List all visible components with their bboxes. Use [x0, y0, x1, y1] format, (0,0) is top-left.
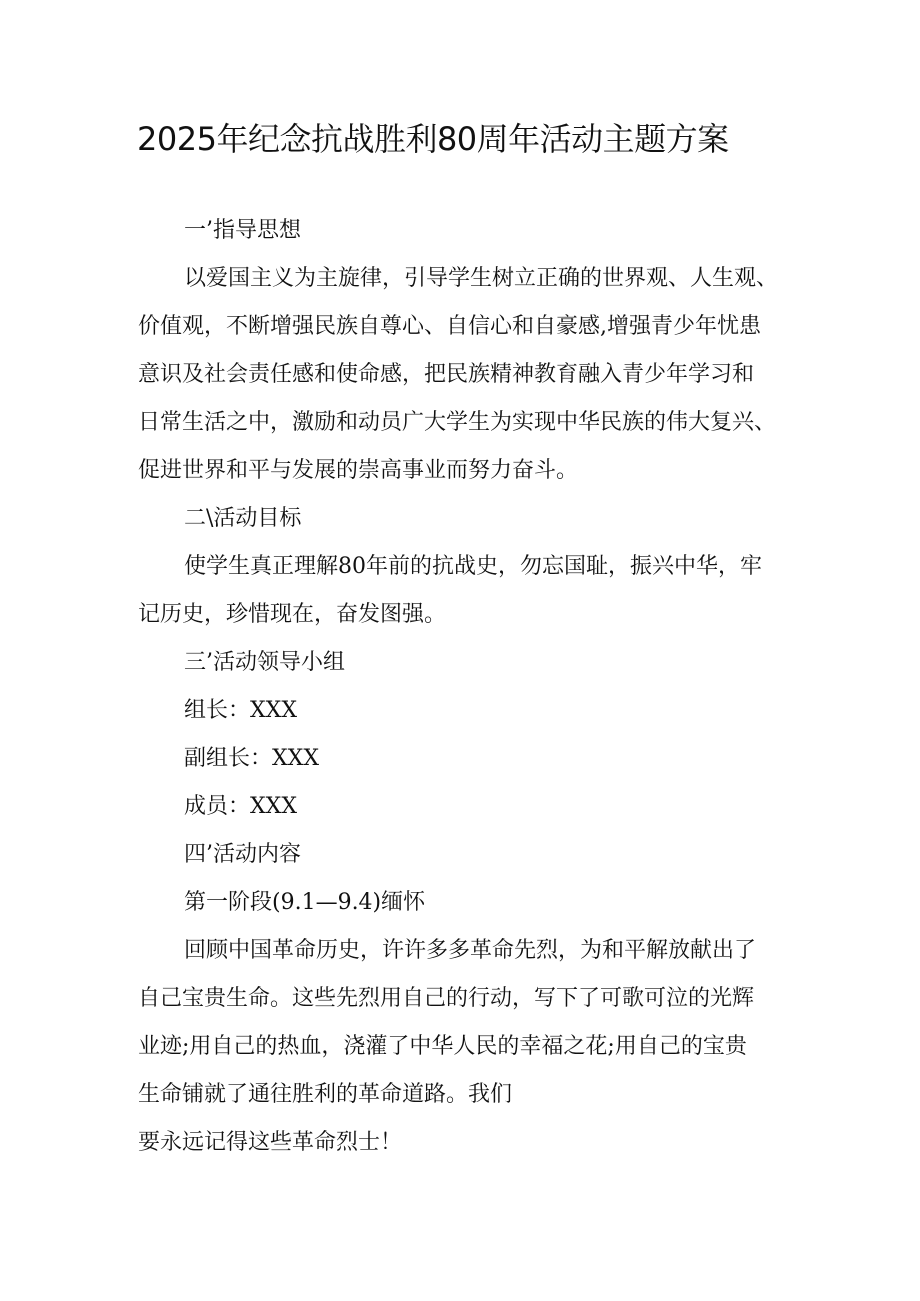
paragraph-line: 日常生活之中，激励和动员广大学生为实现中华民族的伟大复兴、 — [138, 410, 777, 435]
stage-one-heading: 第一阶段(9.1—9.4)缅怀 — [184, 890, 426, 915]
deputy-leader-line: 副组长：XXX — [184, 746, 319, 771]
section-heading-activity-content: 四’活动内容 — [184, 842, 301, 867]
paragraph-line: 业迹;用自己的热血，浇灌了中华人民的幸福之花;用自己的宝贵 — [138, 1034, 747, 1059]
section-heading-leadership-group: 三’活动领导小组 — [184, 650, 345, 675]
paragraph-line: 生命铺就了通往胜利的革命道路。我们 — [138, 1082, 513, 1107]
paragraph-line: 促进世界和平与发展的崇高事业而努力奋斗。 — [138, 458, 579, 483]
group-leader-line: 组长：XXX — [184, 698, 297, 723]
paragraph-line: 要永远记得这些革命烈士！ — [138, 1130, 403, 1155]
paragraph-line: 记历史，珍惜现在，奋发图强。 — [138, 602, 447, 627]
paragraph-line: 以爱国主义为主旋律，引导学生树立正确的世界观、人生观、 — [184, 266, 779, 291]
section-heading-guiding-ideology: 一’指导思想 — [184, 218, 301, 243]
paragraph-line: 价值观，不断增强民族自尊心、自信心和自豪感,增强青少年忧患 — [138, 314, 761, 339]
paragraph-line: 使学生真正理解80年前的抗战史，勿忘国耻，振兴中华，牢 — [184, 554, 762, 579]
members-line: 成员：XXX — [184, 794, 297, 819]
document-title: 2025年纪念抗战胜利80周年活动主题方案 — [137, 120, 729, 158]
paragraph-line: 意识及社会责任感和使命感，把民族精神教育融入青少年学习和 — [138, 362, 755, 387]
paragraph-line: 自己宝贵生命。这些先烈用自己的行动，写下了可歌可泣的光辉 — [138, 986, 755, 1011]
section-heading-activity-goals: 二\活动目标 — [184, 506, 302, 531]
paragraph-line: 回顾中国革命历史，许许多多革命先烈，为和平解放献出了 — [184, 938, 757, 963]
